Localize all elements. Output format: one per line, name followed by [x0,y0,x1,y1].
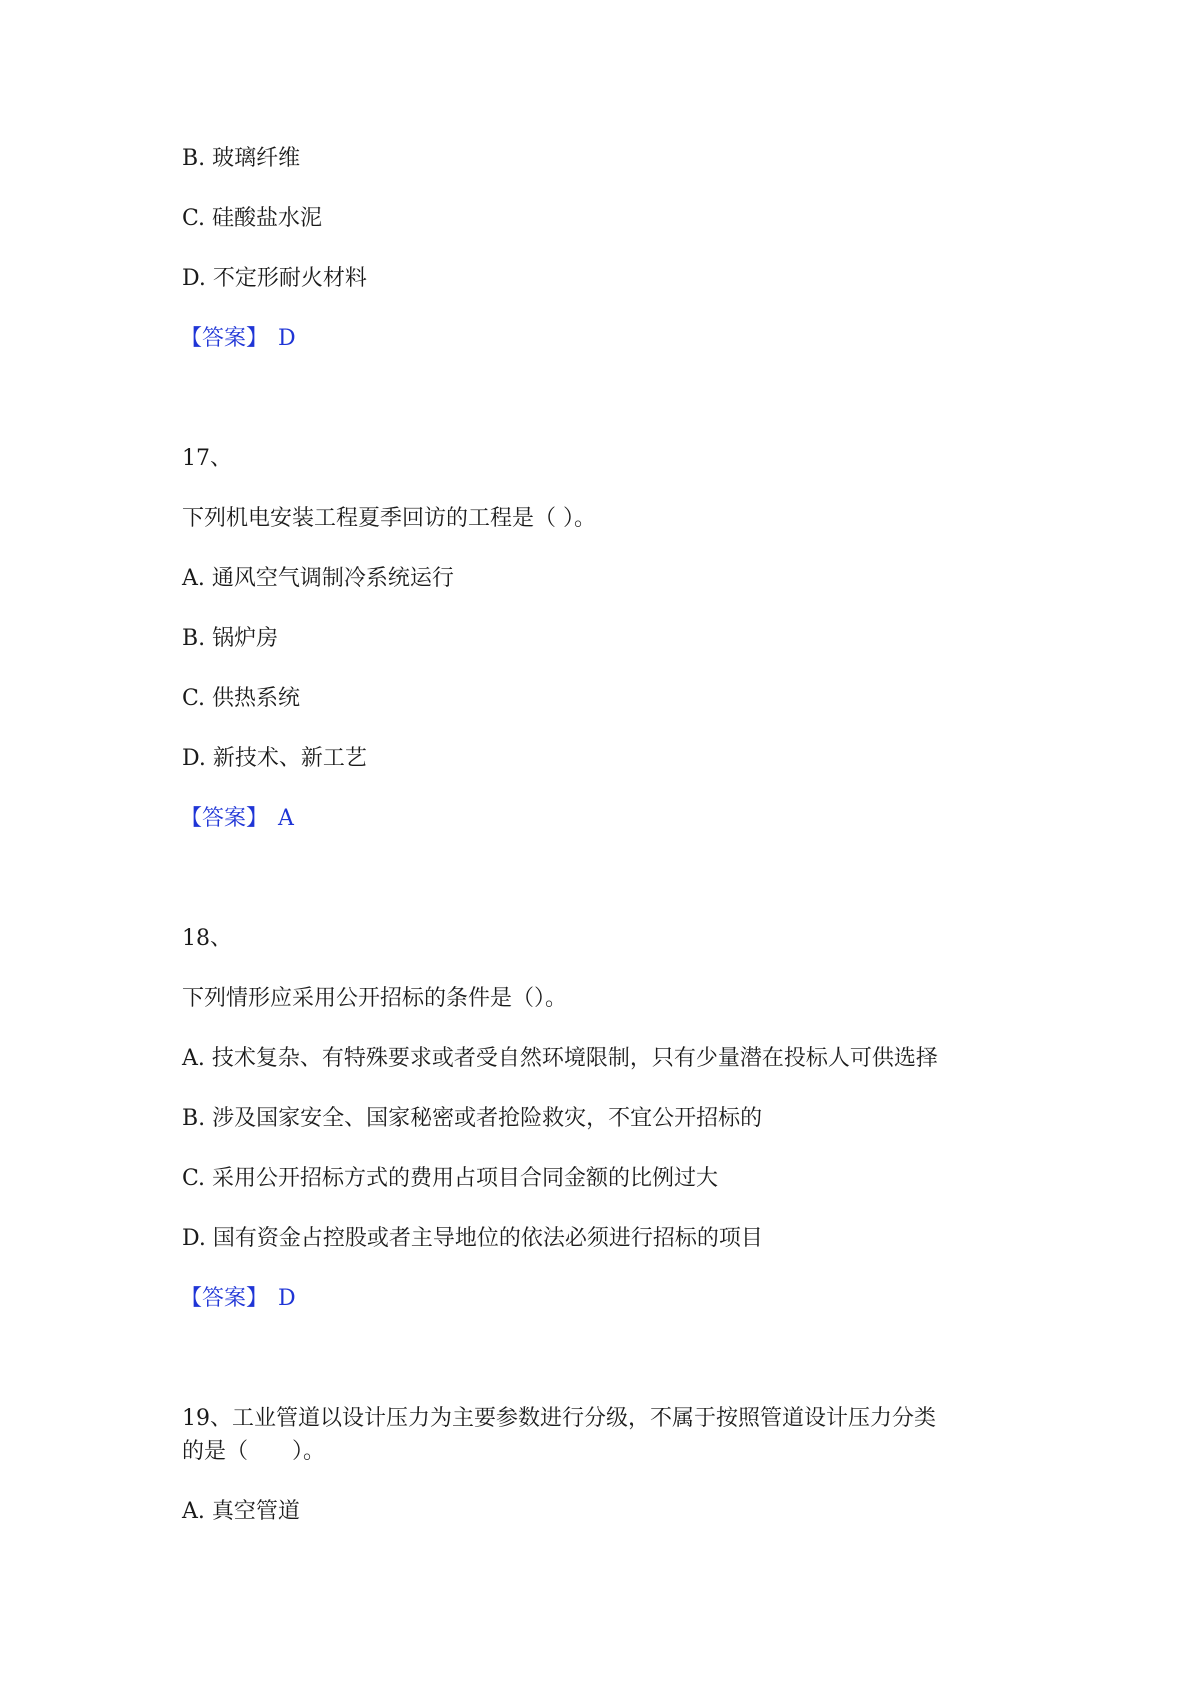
q16-option-c: C. 硅酸盐水泥 [182,206,323,231]
q18-answer-label: 【答案】 [180,1286,269,1311]
q17-option-a: A. 通风空气调制冷系统运行 [182,566,454,591]
q16-answer-value: D [278,326,296,351]
q18-stem: 下列情形应采用公开招标的条件是（）。 [182,986,568,1011]
q17-option-b: B. 锅炉房 [182,626,279,651]
q18-answer-value: D [278,1286,296,1311]
q17-answer [182,803,294,835]
q18-number: 18、 [182,926,232,951]
q16-option-b: B. 玻璃纤维 [182,146,301,171]
q16-option-d: D. 不定形耐火材料 [182,266,367,291]
q16-answer-label: 【答案】 [180,326,269,351]
q17-answer-label: 【答案】 [180,806,269,831]
q17-option-d: D. 新技术、新工艺 [182,746,367,771]
q17-number: 17、 [182,446,232,471]
q17-answer-value: A [278,806,294,831]
q18-option-c: C. 采用公开招标方式的费用占项目合同金额的比例过大 [182,1166,719,1191]
q18-option-b: B. 涉及国家安全、国家秘密或者抢险救灾，不宜公开招标的 [182,1106,763,1131]
q19-option-a: A. 真空管道 [182,1499,300,1524]
q19-stem-line1: 19、工业管道以设计压力为主要参数进行分级，不属于按照管道设计压力分类 [182,1406,936,1431]
q16-answer [182,323,296,355]
q19-stem-line2: 的是（ ）。 [182,1439,326,1464]
q18-answer [182,1283,296,1315]
q17-stem: 下列机电安装工程夏季回访的工程是（ ）。 [182,506,596,531]
q18-option-a: A. 技术复杂、有特殊要求或者受自然环境限制，只有少量潜在投标人可供选择 [182,1046,938,1071]
q18-option-d: D. 国有资金占控股或者主导地位的依法必须进行招标的项目 [182,1226,763,1251]
q17-option-c: C. 供热系统 [182,686,301,711]
